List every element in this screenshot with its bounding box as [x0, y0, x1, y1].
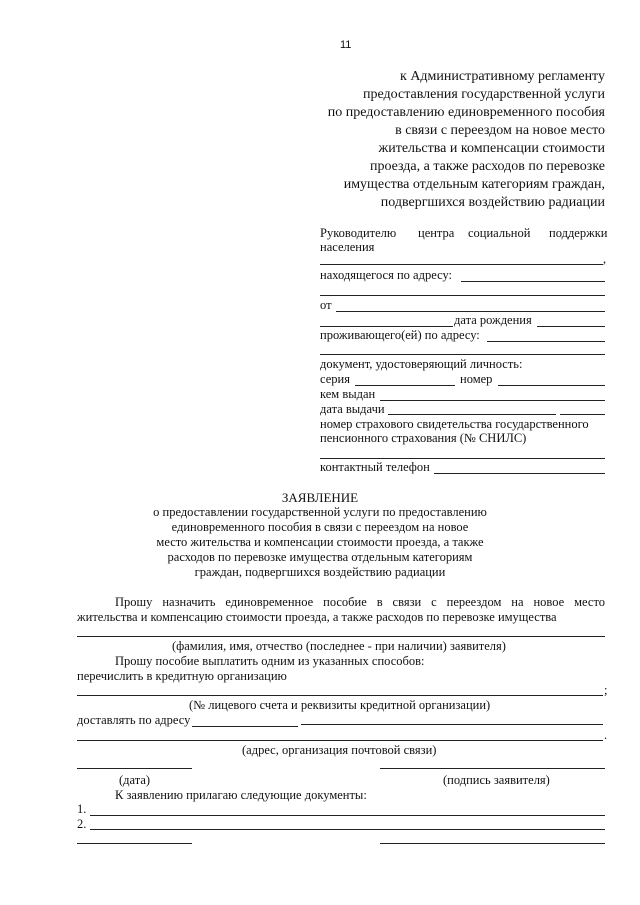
address-blank[interactable]: [77, 740, 603, 741]
issue-date-label: дата выдачи: [320, 402, 385, 416]
issue-date-blank-2[interactable]: [560, 414, 605, 415]
attachments-label: К заявлению прилагаю следующие документы:: [115, 788, 367, 802]
header-line-3: по предоставлению единовременного пособия: [327, 105, 605, 120]
birth-date-label: дата рождения: [454, 313, 532, 327]
date-caption: (дата): [119, 773, 151, 787]
attachment-item-2-blank[interactable]: [90, 829, 605, 830]
credit-org-blank[interactable]: [77, 695, 603, 696]
header-line-5: жительства и компенсации стоимости: [378, 141, 605, 156]
header-line-7: имущества отдельным категориям граждан,: [343, 177, 605, 192]
payment-intro: Прошу пособие выплатить одним из указанных способов:: [115, 654, 425, 668]
bottom-date-blank[interactable]: [77, 843, 192, 844]
header-line-4: в связи с переездом на новое место: [395, 123, 605, 138]
fio-blank[interactable]: [77, 636, 605, 637]
title-line-4: расходов по перевозке имущества отдельным категориям: [167, 550, 473, 564]
residing-at-blank[interactable]: [487, 341, 605, 342]
phone-blank[interactable]: [434, 473, 605, 474]
signature-caption: (подпись заявителя): [443, 773, 550, 787]
snils-label-1: номер страхового свидетельства государственного: [320, 417, 589, 431]
credit-org-label: перечислить в кредитную организацию: [77, 669, 287, 683]
account-caption: (№ лицевого счета и реквизиты кредитной организации): [189, 698, 491, 712]
located-at-blank[interactable]: [461, 281, 605, 282]
attachment-item-1-number: 1.: [77, 802, 87, 816]
addressee-line-2: населения: [320, 240, 375, 254]
addressee-comma: ,: [603, 252, 607, 266]
series-blank[interactable]: [355, 385, 455, 386]
date-blank[interactable]: [77, 768, 192, 769]
page-number: 11: [340, 39, 352, 51]
address-period: .: [604, 728, 608, 742]
addressee-blank-1[interactable]: [320, 264, 603, 265]
residing-at-blank-2[interactable]: [320, 354, 605, 355]
id-document-label: документ, удостоверяющий личность:: [320, 357, 523, 371]
birth-date-blank[interactable]: [537, 326, 605, 327]
birth-date-prefix-blank[interactable]: [320, 326, 453, 327]
series-label: серия: [320, 372, 350, 386]
request-line-2: жительства и компенсацию стоимости проезда, а также расходов по перевозке имущества: [77, 610, 557, 624]
deliver-blank[interactable]: [192, 726, 298, 727]
deliver-label: доставлять по адресу: [77, 713, 191, 727]
title-line-3: место жительства и компенсации стоимости проезда, а также: [156, 535, 484, 549]
header-line-1: к Административному регламенту: [400, 69, 605, 84]
issued-by-label: кем выдан: [320, 387, 376, 401]
residing-at-label: проживающего(ей) по адресу:: [320, 328, 480, 342]
located-at-label: находящегося по адресу:: [320, 268, 453, 282]
title-line-5: граждан, подвергшихся воздействию радиации: [194, 565, 446, 579]
header-line-8: подвергшихся воздействию радиации: [380, 195, 605, 210]
header-line-6: проезда, а также расходов по перевозке: [369, 159, 605, 174]
issued-by-blank[interactable]: [380, 400, 605, 401]
phone-label: контактный телефон: [320, 460, 430, 474]
addressee-word-1: Руководителю: [320, 226, 397, 240]
number-label: номер: [460, 372, 493, 386]
header-line-2: предоставления государственной услуги: [363, 87, 605, 102]
fio-caption: (фамилия, имя, отчество (последнее - при наличии) заявителя): [172, 639, 506, 653]
issue-date-blank[interactable]: [388, 414, 556, 415]
title-line-2: единовременного пособия в связи с переездом на новое: [171, 520, 469, 534]
snils-label-2: пенсионного страхования (№ СНИЛС): [320, 431, 527, 445]
credit-org-semicolon: ;: [604, 683, 608, 697]
document-heading: ЗАЯВЛЕНИЕ: [281, 490, 359, 505]
from-label: от: [320, 298, 332, 312]
attachment-item-2-number: 2.: [77, 817, 87, 831]
request-line-1: Прошу назначить единовременное пособие в связи с переездом на новое место: [115, 595, 605, 609]
title-line-1: о предоставлении государственной услуги по предоставлению: [153, 505, 487, 519]
attachment-item-1-blank[interactable]: [90, 815, 605, 816]
snils-blank[interactable]: [320, 458, 605, 459]
address-caption: (адрес, организация почтовой связи): [242, 743, 437, 757]
addressee-word-4: поддержки: [549, 226, 608, 240]
located-at-blank-2[interactable]: [320, 295, 605, 296]
signature-blank[interactable]: [380, 768, 605, 769]
addressee-word-3: социальной: [468, 226, 531, 240]
from-blank[interactable]: [336, 311, 605, 312]
number-blank[interactable]: [498, 385, 605, 386]
addressee-word-2: центра: [418, 226, 455, 240]
deliver-blank-2[interactable]: [301, 724, 603, 725]
bottom-signature-blank[interactable]: [380, 843, 605, 844]
